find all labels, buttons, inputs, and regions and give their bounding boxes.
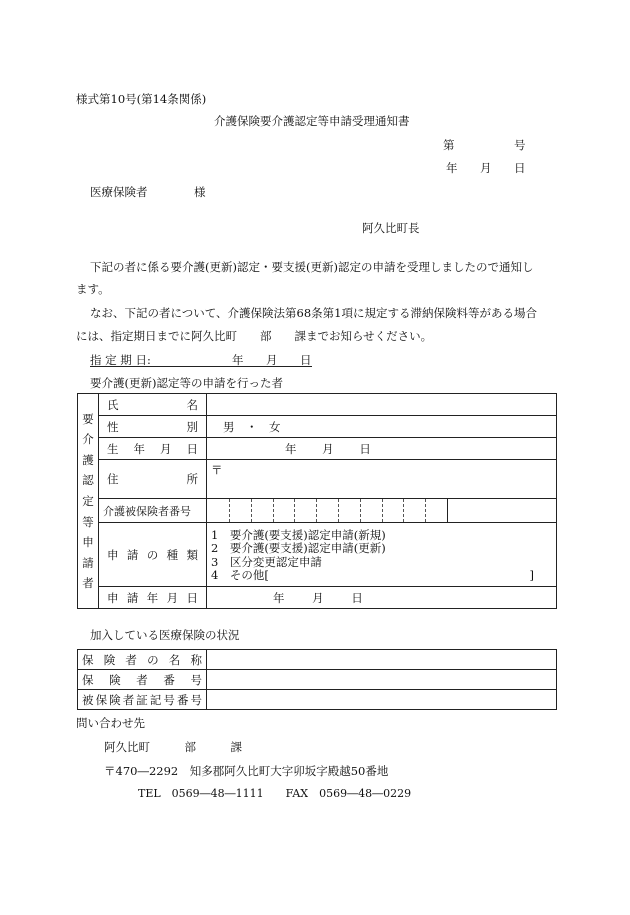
birth-label-cell [99, 438, 207, 460]
app-date-label-char: 申 [107, 590, 119, 605]
name-label-char: 氏 [107, 397, 119, 412]
insured-no-value[interactable] [207, 499, 557, 523]
deadline-underline [90, 366, 312, 367]
app-type-label-char: 申 [107, 547, 119, 562]
app-type-value[interactable] [207, 523, 557, 587]
app-date-label-char: 月 [166, 590, 179, 605]
body-para2-line1: なお、下記の者について、介護保険法第68条第1項に規定する滞納保険料等がある場合 [90, 306, 537, 320]
insured-no-digit-box[interactable] [251, 499, 273, 522]
insurance-label-char: 者 [136, 672, 148, 687]
insurer-number-value[interactable] [207, 670, 557, 690]
app-type-1[interactable]: 1 要介護(要支援)認定申請(新規) [211, 527, 386, 542]
app-type-label-char: の [146, 547, 159, 562]
insurance-label-char: 保 [82, 652, 94, 667]
insurance-label-char: 号 [163, 692, 175, 707]
app-date-value[interactable] [207, 587, 557, 609]
sex-label-cell [99, 416, 207, 438]
app-date-label-char: 日 [186, 590, 198, 605]
insurance-label-char: の [147, 652, 159, 667]
recipient-label: 医療保険者 [90, 185, 148, 199]
form-code: 様式第10号(第14条関係) [76, 92, 207, 106]
insurance-label-char: 被 [82, 692, 94, 707]
issuer: 阿久比町長 [362, 221, 420, 235]
recipient-suffix: 様 [194, 185, 206, 199]
insurance-label-char: 険 [109, 672, 121, 687]
postal-mark: 〒 [211, 463, 223, 477]
insurer-name-value[interactable] [207, 650, 557, 670]
doc-number-go: 号 [514, 138, 526, 152]
insured-no-label: 介護被保険者番号 [99, 499, 207, 523]
app-date-label-char: 年 [146, 590, 159, 605]
side-label-char: 護 [82, 452, 94, 467]
app-date-month: 月 [312, 590, 324, 605]
insurance-label-char: 名 [168, 652, 181, 667]
app-type-label-char: 種 [166, 547, 179, 562]
app-type-4-row [211, 569, 552, 583]
applicant-table [77, 393, 557, 609]
insurance-label-char: 番 [176, 692, 189, 707]
date-month: 月 [480, 161, 492, 175]
address-value[interactable] [207, 460, 557, 499]
insurance-label-char: 険 [103, 652, 116, 667]
app-date-year: 年 [273, 590, 285, 605]
app-date-label-cell [99, 587, 207, 609]
date-day: 日 [514, 161, 526, 175]
name-value[interactable] [207, 394, 557, 416]
insured-no-digit-box[interactable] [360, 499, 382, 522]
app-type-4[interactable]: 4 その他[ [211, 568, 269, 582]
birth-label-char: 生 [107, 441, 119, 456]
birth-label-char: 日 [186, 441, 198, 456]
insured-no-digit-box[interactable] [294, 499, 316, 522]
applicant-heading: 要介護(更新)認定等の申請を行った者 [90, 376, 283, 390]
app-type-2[interactable]: 2 要介護(要支援)認定申請(更新) [211, 541, 386, 555]
insurance-label-char: 記 [149, 692, 162, 707]
insurance-label-char: 者 [125, 652, 137, 667]
side-label-char: 等 [82, 514, 94, 529]
birth-label-char: 年 [133, 441, 145, 456]
insured-no-digit-box[interactable] [425, 499, 447, 522]
side-label-char: 請 [82, 555, 94, 570]
contact-tel-fax: TEL 0569―48―1111 FAX 0569―48―0229 [138, 787, 412, 800]
insured-no-digit-box[interactable] [403, 499, 425, 522]
insurance-label-char: 号 [190, 692, 202, 707]
side-label-char: 申 [82, 535, 94, 550]
birth-month: 月 [322, 441, 334, 456]
sex-value[interactable]: 男 ・ 女 [207, 416, 557, 438]
name-label-cell [99, 394, 207, 416]
insurance-table [77, 649, 557, 710]
insured-card-label [78, 690, 207, 710]
app-type-label-char: 類 [186, 547, 198, 562]
address-label-cell [99, 460, 207, 499]
insured-no-digit-box[interactable] [316, 499, 338, 522]
app-type-other-close: ] [529, 568, 534, 582]
body-para1-line1: 下記の者に係る要介護(更新)認定・要支援(更新)認定の申請を受理しましたので通知し [90, 260, 534, 274]
insurance-label-char: 険 [109, 692, 121, 707]
insurance-label-char: 保 [82, 672, 94, 687]
app-type-3[interactable]: 3 区分変更認定申請 [211, 554, 322, 569]
deadline-year: 年 [232, 353, 244, 367]
body-para1-line2: ます。 [76, 282, 110, 296]
insurer-name-label [78, 650, 207, 670]
deadline-day: 日 [300, 353, 312, 367]
address-label-char: 所 [186, 472, 198, 486]
app-type-label-cell [99, 523, 207, 587]
insurance-label-char: 者 [122, 692, 135, 707]
contact-address: 〒470―2292 知多郡阿久比町大字卯坂字殿越50番地 [104, 764, 389, 778]
birth-value[interactable] [207, 438, 557, 460]
body-para2-line2: には、指定期日までに阿久比町 部 課までお知らせください。 [76, 329, 433, 343]
birth-day: 日 [359, 441, 371, 456]
insured-no-digit-box[interactable] [338, 499, 360, 522]
insurance-heading: 加入している医療保険の状況 [90, 628, 240, 642]
date-year: 年 [446, 161, 458, 175]
insurance-label-char: 保 [95, 692, 108, 707]
birth-year: 年 [285, 441, 297, 456]
side-label-char: 定 [82, 493, 94, 508]
address-label-char: 住 [107, 472, 119, 486]
insured-no-digit-box[interactable] [273, 499, 295, 522]
deadline-month: 月 [266, 353, 278, 367]
name-label-char: 名 [186, 397, 198, 412]
app-date-day: 日 [351, 590, 363, 605]
birth-label-char: 月 [160, 441, 172, 456]
deadline-label: 指 定 期 日: [90, 353, 151, 367]
deadline-line [90, 352, 312, 367]
insurer-number-label [78, 670, 207, 690]
applicant-side-label [78, 394, 99, 609]
contact-dept: 阿久比町 部 課 [104, 740, 242, 754]
sex-label-char: 性 [107, 419, 119, 434]
side-label-char: 者 [82, 576, 94, 591]
insurance-label-char: 号 [190, 672, 202, 687]
insurance-label-char: 証 [136, 692, 148, 707]
doc-number-dai: 第 [443, 138, 455, 152]
app-type-label-char: 請 [126, 547, 139, 562]
insured-no-digit-box[interactable] [229, 499, 251, 522]
app-date-label-char: 請 [126, 590, 139, 605]
side-label-char: 介 [82, 432, 94, 447]
side-label-char: 認 [82, 473, 94, 488]
insured-card-value[interactable] [207, 690, 557, 710]
document-title: 介護保険要介護認定等申請受理通知書 [214, 114, 410, 128]
insurance-label-char: 称 [190, 652, 202, 667]
insurance-label-char: 番 [163, 672, 175, 687]
side-label-char: 要 [82, 411, 94, 426]
sex-label-char: 別 [186, 419, 198, 434]
contact-heading: 問い合わせ先 [76, 716, 145, 730]
insured-no-digit-box[interactable] [382, 499, 404, 522]
